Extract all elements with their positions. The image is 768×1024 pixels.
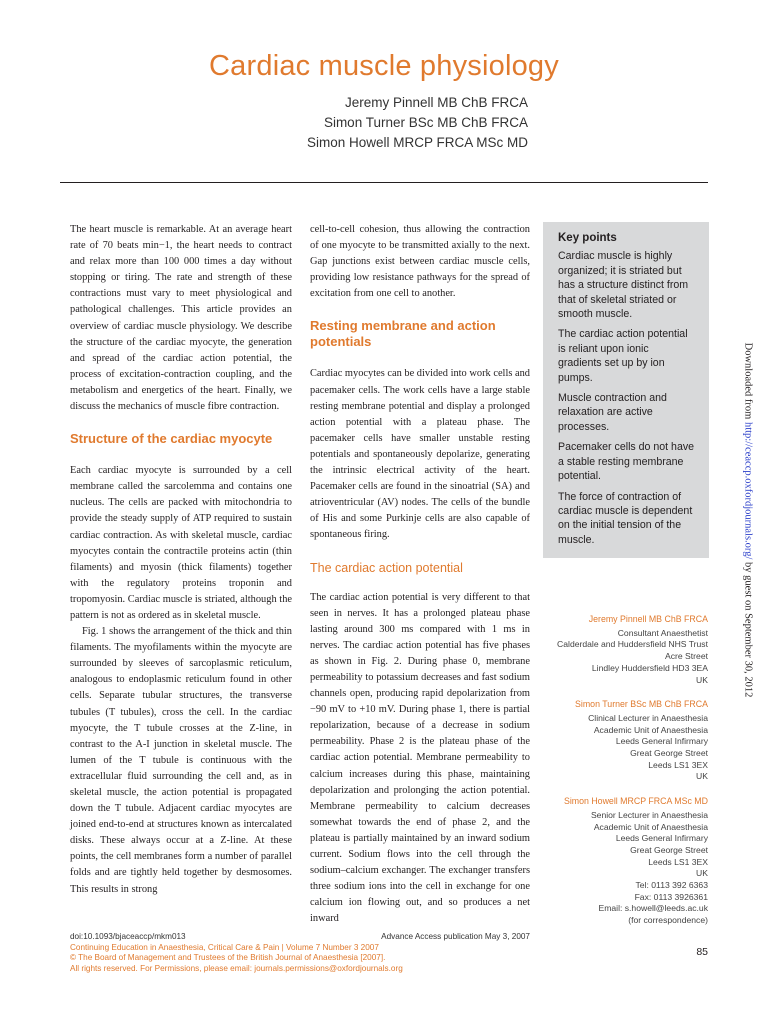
affiliation-line: Leeds General Infirmary: [615, 736, 708, 747]
key-points-box: [543, 222, 709, 558]
key-point-item: Cardiac muscle is highly organized; it is striated but has a structure distinct from that of skeletal striated or smooth muscle.: [558, 250, 689, 321]
paragraph: The cardiac action potential is very different to that seen in nerves. It has a prolonged plateau phase lasting around 300 ms compared with 1 ms in nerves. The cardiac action potential has five phases as shown in Fig. 2. During phase 0, membrane permeability to potassium decreases and fast sodium channels open, producing rapid depolarization from −90 mV to +10 mV. During phase 1, there is partial repolarization, because of a decrease in sodium permeability. Phase 2 is the plateau phase of the cardiac action potential. Membrane permeability to calcium increases during this phase, maintaining depolarization and prolonging the action potential. Membrane permeability to calcium decreases somewhat towards the end of phase 2, and the plateau is partially maintained by an inward sodium current. Sodium flows into the cell through the sodium–calcium exchanger. The exchanger transfers three sodium ions into the cell in exchange for one calcium ion flowing out, and so produces a net inward: [310, 591, 530, 925]
affiliation-line: Acre Street: [665, 651, 708, 662]
affiliation-name: Simon Turner BSc MB ChB FRCA: [575, 699, 708, 710]
affiliation-line: Clinical Lecturer in Anaesthesia: [588, 712, 708, 723]
affiliation-line: Consultant Anaesthetist: [617, 627, 708, 638]
affiliation-line: Tel: 0113 392 6363: [635, 880, 708, 891]
download-watermark: [743, 343, 754, 698]
text-column-left: [70, 222, 292, 898]
section-heading-resting-membrane: Resting membrane and action potentials: [310, 318, 496, 350]
page-title: Cardiac muscle physiology: [209, 50, 559, 82]
watermark-suffix: by guest on September 30, 2012: [742, 559, 754, 698]
section-heading-structure: Structure of the cardiac myocyte: [70, 431, 273, 447]
affiliation-line: Lindley Huddersfield HD3 3EA: [591, 662, 708, 673]
affiliation-line: UK: [696, 674, 708, 685]
subsection-heading-action-potential: The cardiac action potential: [310, 560, 463, 575]
doi-text: doi:10.1093/bjaceaccp/mkm013: [70, 932, 186, 941]
key-point-item: Pacemaker cells do not have a stable resting membrane potential.: [558, 441, 695, 483]
page-footer: [70, 932, 708, 974]
header-rule: [60, 182, 708, 183]
affiliation-block: [540, 796, 708, 927]
affiliation-line: Fax: 0113 3926361: [634, 891, 708, 902]
author-affiliations: [540, 614, 708, 940]
paragraph: The heart muscle is remarkable. At an average heart rate of 70 beats min−1, the heart needs to contract and relax more than 100 000 times a day without stopping or tiring. The rate and strength of these contractions must vary to meet physiological and pathological challenges. This article provides an overview of cardiac muscle physiology. We describe the structure of the cardiac myocyte, the generation and spread of the cardiac action potential, the process of excitation-contraction coupling, and the metabolism and energetics of the heart. Finally, we discuss the mechanics of muscle fibre contraction.: [70, 224, 292, 413]
affiliation-line: UK: [696, 868, 708, 879]
affiliation-block: [540, 614, 708, 686]
copyright-text: © The Board of Management and Trustees of the British Journal of Anaesthesia [2007].: [70, 953, 386, 963]
email-link[interactable]: Email: s.howell@leeds.ac.uk: [598, 903, 708, 914]
affiliation-line: Academic Unit of Anaesthesia: [593, 724, 708, 735]
author-line-3: Simon Howell MRCP FRCA MSc MD: [306, 135, 528, 150]
affiliation-name: Jeremy Pinnell MB ChB FRCA: [588, 614, 708, 624]
key-point-item: The cardiac action potential is reliant upon ionic gradients set up by ion pumps.: [558, 328, 688, 384]
affiliation-line: (for correspondence): [628, 915, 708, 926]
affiliation-line: Leeds LS1 3EX: [648, 759, 708, 770]
affiliation-name: Simon Howell MRCP FRCA MSc MD: [563, 796, 708, 807]
author-line-1: Jeremy Pinnell MB ChB FRCA: [344, 95, 528, 110]
affiliation-line: Great George Street: [630, 748, 708, 759]
permissions-text: All rights reserved. For Permissions, please email: journals.permissions@oxfordjournals.org: [70, 963, 403, 973]
text-column-middle: [310, 222, 530, 927]
affiliation-line: UK: [696, 771, 708, 782]
advance-access-text: Advance Access publication May 3, 2007: [381, 932, 530, 941]
affiliation-line: Senior Lecturer in Anaesthesia: [590, 809, 708, 820]
author-line-2: Simon Turner BSc MB ChB FRCA: [323, 115, 528, 130]
key-points-title: Key points: [558, 232, 617, 244]
page-number: 85: [696, 946, 708, 958]
affiliation-block: [540, 699, 708, 783]
paragraph: Each cardiac myocyte is surrounded by a cell membrane called the sarcolemma and contains one nucleus. The cells are packed with mitochondria to provide the steady supply of ATP required to sustain cardiac contraction. As with skeletal muscle, cardiac myocytes contain the contractile proteins actin (thin filaments) and myosin (thick filaments) together with the regulatory proteins troponin and tropomyosin. Cardiac muscle is striated, although the pattern is not as ordered as in skeletal muscle.: [70, 465, 292, 621]
paragraph: cell-to-cell cohesion, thus allowing the contraction of one myocyte to be transmitted axially to the next. Gap junctions exist between cardiac muscle cells, providing low resistance pathways for the spread of excitation from one cell to another.: [310, 224, 530, 300]
affiliation-line: Leeds General Infirmary: [615, 833, 708, 844]
affiliation-line: Academic Unit of Anaesthesia: [593, 821, 708, 832]
paragraph: Cardiac myocytes can be divided into work cells and pacemaker cells. The work cells have a large stable resting membrane potential and display a prolonged action potential with a plateau phase. The pacemaker cells have smaller unstable resting potentials and spontaneously depolarize, generating the intrinsic electrical activity of the heart. Pacemaker cells are found in the sinoatrial (SA) and atrioventricular (AV) nodes. The cells of the bundle of His and some Purkinje cells are also capable of spontaneous firing.: [310, 368, 530, 541]
key-point-item: Muscle contraction and relaxation are active processes.: [558, 392, 667, 433]
paragraph: Fig. 1 shows the arrangement of the thick and thin filaments. The myofilaments within the myocyte are surrounded by sleeves of sarcoplasmic reticulum, analogous to endoplasmic reticulum found in other cells. Separate tubular structures, the transverse tubules (T tubules), cross the cell. In the cardiac myocyte, the T tubule crosses at the Z-line, in contrast to the A-I junction in skeletal muscle. The lumen of the T tubule is continuous with the extracellular fluid surrounding the cell and, as in skeletal muscle, the action potential is propagated down the T tubule. Adjacent cardiac myocytes are joined end-to-end at structures known as intercalated disks. These always occur at a Z-line. At these points, the cell membranes form a number of parallel folds and are tightly held together by desmosomes. This results in strong: [70, 626, 292, 895]
journal-url-link[interactable]: http://ceaccp.oxfordjournals.org/: [742, 421, 754, 560]
affiliation-line: Calderdale and Huddersfield NHS Trust: [557, 639, 708, 650]
affiliation-line: Leeds LS1 3EX: [648, 856, 708, 867]
affiliation-line: Great George Street: [630, 844, 708, 855]
journal-citation: Continuing Education in Anaesthesia, Critical Care & Pain | Volume 7 Number 3 2007: [70, 942, 379, 952]
watermark-prefix: Downloaded from: [742, 342, 754, 422]
key-point-item: The force of contraction of cardiac muscle is dependent on the initial tension of the muscle.: [558, 490, 693, 546]
